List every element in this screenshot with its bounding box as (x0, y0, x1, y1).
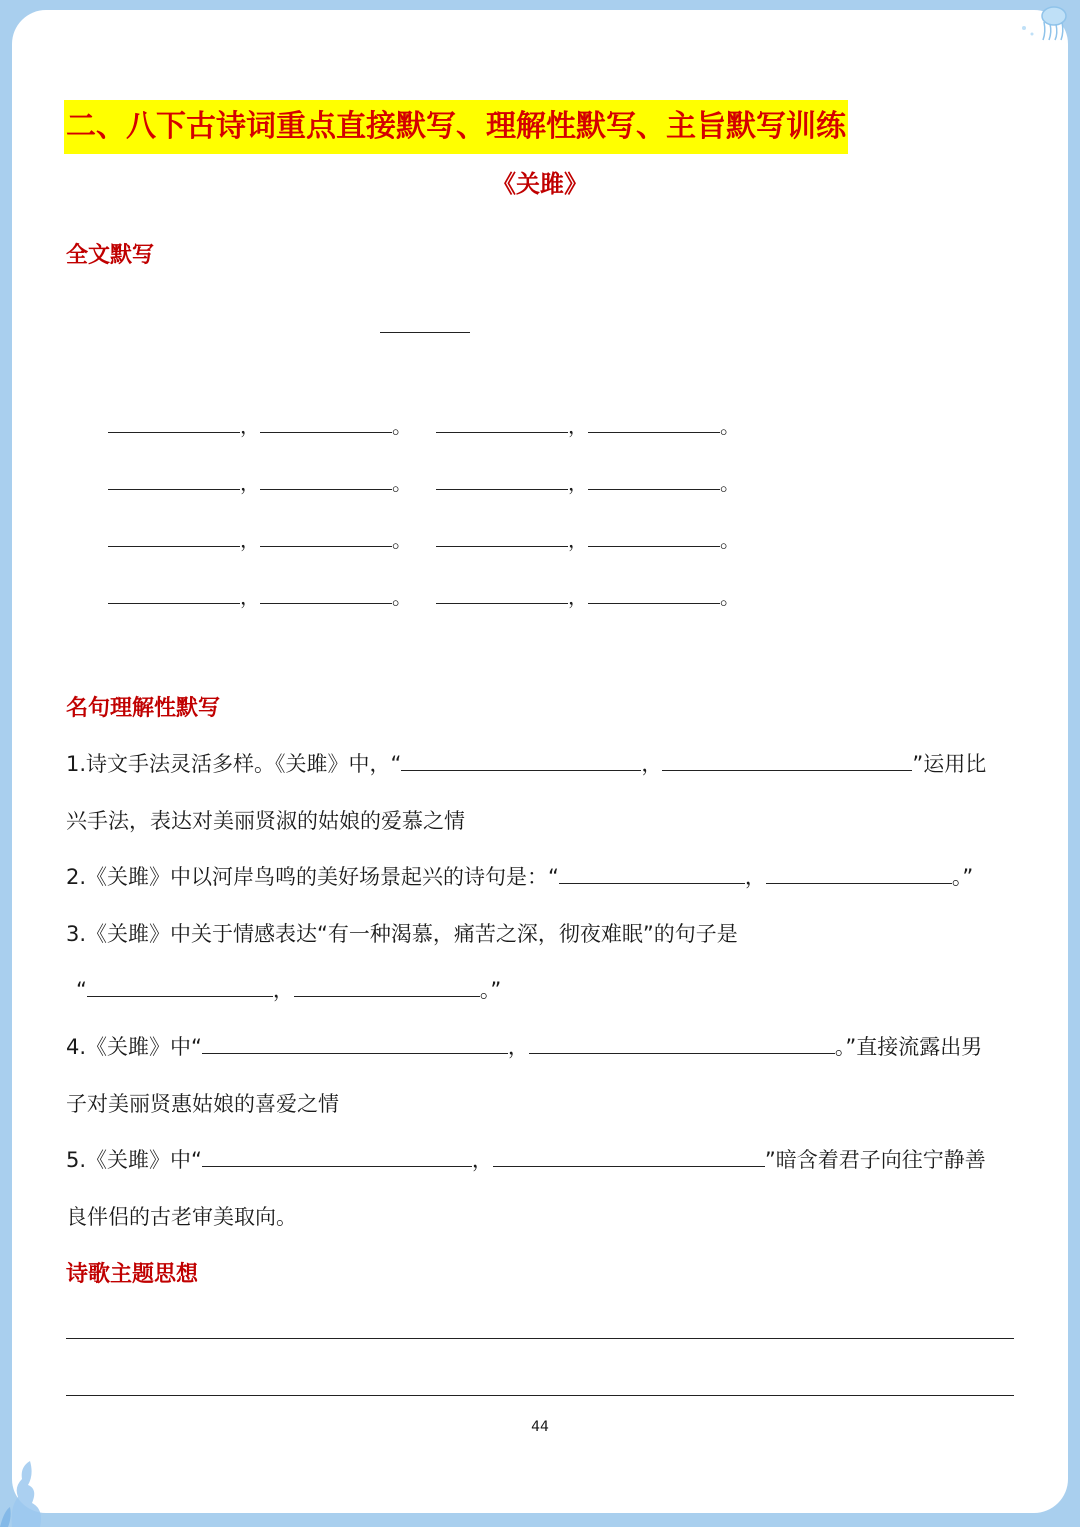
comma: ， (568, 414, 588, 438)
q2-suffix: 。” (951, 865, 974, 889)
period: 。 (720, 414, 740, 438)
period: 。 (392, 528, 412, 552)
q4-sep: ， (507, 1035, 529, 1059)
q2-prefix: 2.《关雎》中以河岸鸟鸣的美好场景起兴的诗句是：“ (66, 865, 559, 889)
blank[interactable] (260, 526, 392, 547)
period: 。 (392, 585, 412, 609)
blank[interactable] (588, 469, 720, 490)
q3-sep: ， (272, 978, 294, 1002)
q4-prefix: 4.《关雎》中“ (66, 1035, 202, 1059)
theme-answer-line[interactable] (66, 1338, 1014, 1339)
period: 。 (720, 585, 740, 609)
q4-suffix: 。”直接流露出男 (834, 1035, 983, 1059)
q2-sep: ， (744, 865, 766, 889)
blank[interactable] (108, 583, 240, 604)
blank[interactable] (108, 412, 240, 433)
q2-blank-2[interactable] (766, 865, 952, 884)
question-5 (66, 1144, 986, 1174)
question-4-cont: 子对美丽贤惠姑娘的喜爱之情 (66, 1092, 339, 1116)
comma: ， (240, 585, 260, 609)
question-4 (66, 1031, 982, 1061)
q1-sep: ， (641, 752, 663, 776)
poem-blank-row (108, 524, 740, 554)
q1-blank-1[interactable] (401, 752, 641, 771)
period: 。 (720, 528, 740, 552)
q3-suffix: 。” (479, 978, 502, 1002)
comma: ， (240, 471, 260, 495)
blank[interactable] (436, 412, 568, 433)
main-title: 二、八下古诗词重点直接默写、理解性默写、主旨默写训练 (64, 100, 848, 154)
section-full-text: 全文默写 (66, 243, 155, 268)
blank[interactable] (260, 469, 392, 490)
period: 。 (392, 414, 412, 438)
blank[interactable] (588, 412, 720, 433)
blank[interactable] (108, 526, 240, 547)
q1-suffix: ”运用比 (912, 752, 987, 776)
blank[interactable] (260, 583, 392, 604)
blank[interactable] (108, 469, 240, 490)
poem-blank-row (108, 410, 740, 440)
blank[interactable] (588, 583, 720, 604)
section-understanding: 名句理解性默写 (66, 696, 221, 721)
q4-blank-2[interactable] (529, 1035, 835, 1054)
q5-suffix: ”暗含着君子向往宁静善 (764, 1148, 986, 1172)
question-2 (66, 861, 973, 891)
period: 。 (392, 471, 412, 495)
question-3: 3.《关雎》中关于情感表达“有一种渴慕，痛苦之深，彻夜难眠”的句子是 (66, 922, 738, 946)
q3-prefix: “ (76, 978, 87, 1002)
q3-blank-1[interactable] (87, 978, 273, 997)
theme-answer-line[interactable] (66, 1395, 1014, 1396)
question-1 (66, 748, 986, 778)
poem-blank-row (108, 581, 740, 611)
comma: ， (240, 414, 260, 438)
q4-blank-1[interactable] (202, 1035, 508, 1054)
poem-blank-row (108, 467, 740, 497)
blank[interactable] (436, 469, 568, 490)
comma: ， (240, 528, 260, 552)
comma: ， (568, 585, 588, 609)
section-theme: 诗歌主题思想 (66, 1262, 199, 1287)
question-5-cont: 良伴侣的古老审美取向。 (66, 1205, 297, 1229)
q1-blank-2[interactable] (662, 752, 912, 771)
q5-prefix: 5.《关雎》中“ (66, 1148, 202, 1172)
question-1-cont: 兴手法，表达对美丽贤淑的姑娘的爱慕之情 (66, 809, 465, 833)
q2-blank-1[interactable] (559, 865, 745, 884)
blank[interactable] (588, 526, 720, 547)
period: 。 (720, 471, 740, 495)
author-blank[interactable] (380, 332, 470, 333)
q1-prefix: 1.诗文手法灵活多样。《关雎》中，“ (66, 752, 402, 776)
blank[interactable] (260, 412, 392, 433)
page-number: 44 (531, 1419, 549, 1435)
q3-blank-2[interactable] (294, 978, 480, 997)
q5-sep: ， (471, 1148, 493, 1172)
blank[interactable] (436, 526, 568, 547)
comma: ， (568, 471, 588, 495)
question-3-cont (76, 974, 501, 1004)
q5-blank-2[interactable] (493, 1148, 765, 1167)
poem-title: 《关雎》 (492, 170, 588, 198)
blank[interactable] (436, 583, 568, 604)
q5-blank-1[interactable] (202, 1148, 472, 1167)
comma: ， (568, 528, 588, 552)
